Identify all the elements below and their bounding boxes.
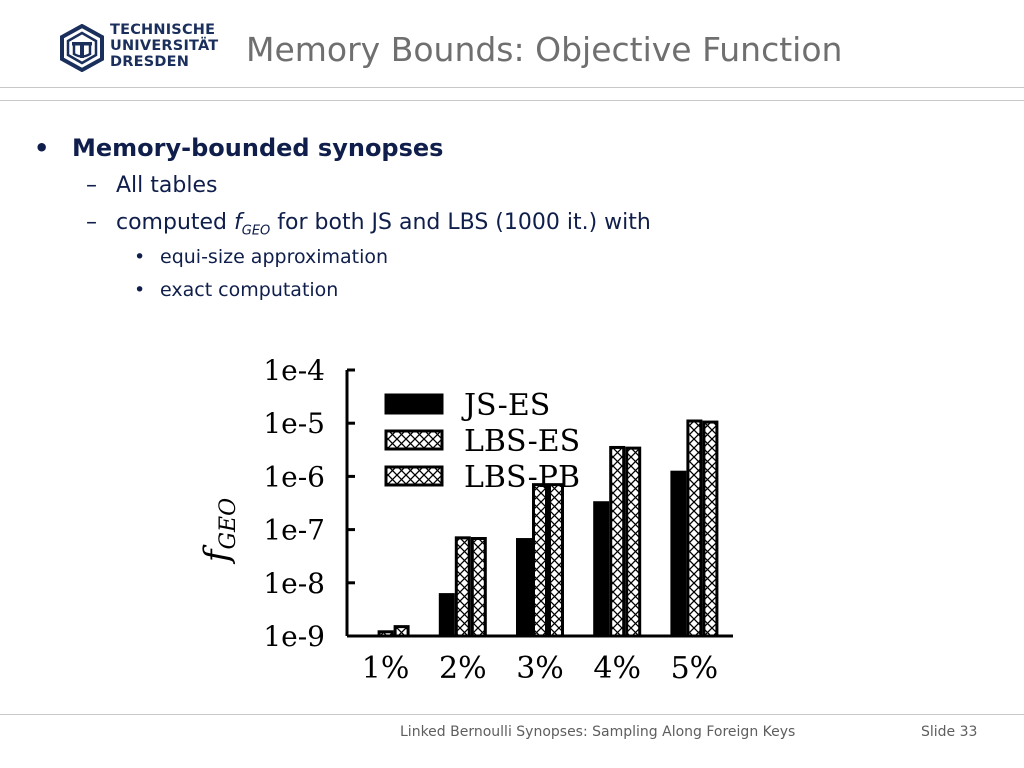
x-tick-label: 5% <box>670 651 719 686</box>
legend-label-js-es: JS-ES <box>464 388 551 423</box>
bar-js-es-2pct <box>440 595 453 636</box>
x-tick-label: 4% <box>593 651 641 686</box>
bullet-dot: • <box>34 134 50 162</box>
bullet-text: Memory-bounded synopses <box>72 134 444 162</box>
subsubbullet-text: equi-size approximation <box>160 246 389 268</box>
bar-js-es-3pct <box>518 540 531 636</box>
tu-dresden-logo-icon <box>58 24 106 72</box>
fgeo-variable: f <box>234 210 242 235</box>
y-tick-label: 1e-8 <box>263 566 325 600</box>
legend-label-lbs-es: LBS-ES <box>464 424 581 459</box>
y-tick-label: 1e-6 <box>263 460 325 494</box>
subbullet-text <box>116 210 651 238</box>
footer-rule <box>0 714 1024 715</box>
x-tick-label: 2% <box>439 651 487 686</box>
bar-lbs-es-3pct <box>534 485 547 636</box>
legend-swatch-lbs-pb <box>386 467 442 485</box>
subbullet-dash: – <box>86 210 97 235</box>
logo-line-1: TECHNISCHE <box>110 22 216 38</box>
bar-js-es-4pct <box>595 503 608 636</box>
subbullet-text: All tables <box>116 173 218 198</box>
bar-lbs-es-5pct <box>688 421 701 636</box>
subsubbullet-dot: • <box>134 246 146 268</box>
y-tick-label: 1e-4 <box>263 354 325 387</box>
fgeo-subscript: GEO <box>241 223 271 239</box>
university-logo <box>58 22 228 76</box>
bar-js-es-5pct <box>672 472 685 636</box>
bar-lbs-pb-2pct <box>472 539 485 636</box>
bar-lbs-es-2pct <box>456 538 469 636</box>
fgeo-bar-chart <box>190 340 750 700</box>
x-tick-label: 3% <box>516 651 564 686</box>
bar-lbs-es-4pct <box>611 447 624 636</box>
legend-swatch-js-es <box>386 395 442 413</box>
y-tick-label: 1e-9 <box>263 620 325 653</box>
subsubbullet-dot: • <box>134 279 146 301</box>
bar-lbs-pb-5pct <box>704 422 717 636</box>
legend-swatch-lbs-es <box>386 431 442 449</box>
y-tick-label: 1e-5 <box>263 407 325 441</box>
logo-line-2: UNIVERSITÄT <box>110 38 219 54</box>
header-rule-bottom <box>0 100 1024 101</box>
bar-lbs-pb-3pct <box>550 485 563 636</box>
y-axis-label: $f_{GEO}$ <box>197 497 241 563</box>
x-axis <box>347 636 733 686</box>
y-axis <box>263 354 355 653</box>
x-tick-label: 1% <box>361 651 410 686</box>
subbullet-dash: – <box>86 173 97 198</box>
computed-suffix: for both JS and LBS (1000 it.) with <box>270 210 651 235</box>
legend-label-lbs-pb: LBS-PB <box>464 460 580 495</box>
bar-lbs-pb-4pct <box>627 448 640 636</box>
slide-number: Slide 33 <box>921 724 978 740</box>
header-rule-top <box>0 87 1024 88</box>
logo-wordmark <box>110 22 218 70</box>
chart-legend <box>386 388 580 495</box>
y-tick-label: 1e-7 <box>263 513 325 547</box>
slide-title: Memory Bounds: Objective Function <box>246 30 843 69</box>
footer-title: Linked Bernoulli Synopses: Sampling Along Foreign Keys <box>400 724 796 740</box>
logo-line-3: DRESDEN <box>110 54 190 70</box>
subsubbullet-text: exact computation <box>160 279 339 301</box>
computed-prefix: computed <box>116 210 235 235</box>
